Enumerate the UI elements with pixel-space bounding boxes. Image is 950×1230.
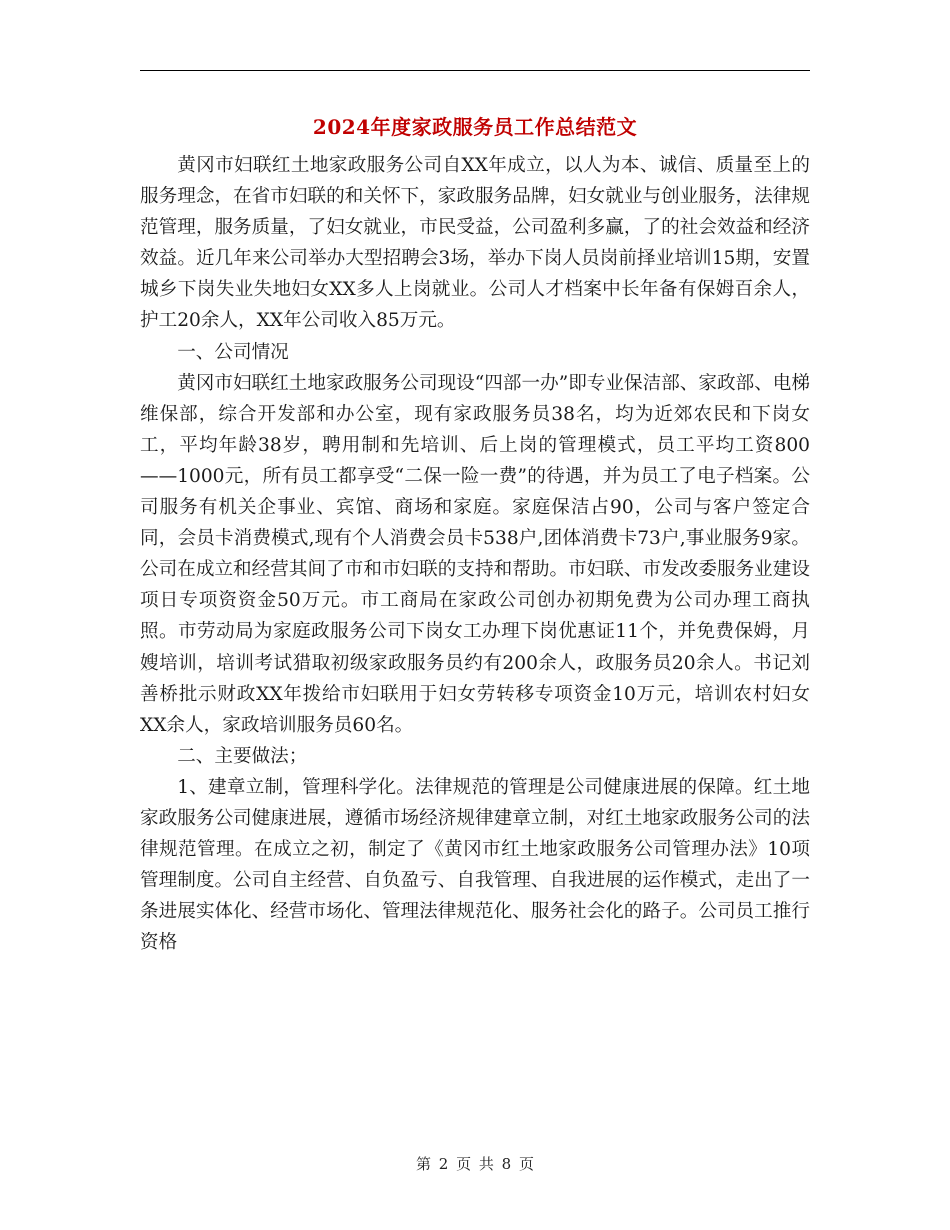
document-body	[140, 150, 810, 958]
paragraph-main-practices-1: 1、建章立制，管理科学化。法律规范的管理是公司健康进展的保障。红土地家政服务公司健康进展，遵循市场经济规律建章立制，对红土地家政服务公司的法律规范管理。在成立之初，制定了《黄冈市红土地家政服务公司管理办法》10项管理制度。公司自主经营、自负盈亏、自我管理、自我进展的运作模式，走出了一条进展实体化、经营市场化、管理法律规范化、服务社会化的路子。公司员工推行资格	[140, 776, 810, 954]
section-heading-main-practices: 二、主要做法；	[177, 745, 308, 767]
page-number-footer: 第 2 页 共 8 页	[416, 1155, 534, 1173]
document-title: 2024年度家政服务员工作总结范文	[312, 115, 638, 139]
header-rule	[140, 70, 810, 71]
paragraph-intro: 黄冈市妇联红土地家政服务公司自XX年成立，以人为本、诚信、质量至上的服务理念，在省市妇联的和关怀下，家政服务品牌，妇女就业与创业服务，法律规范管理，服务质量，了妇女就业，市民受益，公司盈利多赢，了的社会效益和经济效益。近几年来公司举办大型招聘会3场，举办下岗人员岗前择业培训15期，安置城乡下岗失业失地妇女XX多人上岗就业。公司人才档案中长年备有保姆百余人，护工20余人，XX年公司收入85万元。	[140, 155, 810, 332]
paragraph-company-overview: 黄冈市妇联红土地家政服务公司现设“四部一办”即专业保洁部、家政部、电梯维保部，综合开发部和办公室，现有家政服务员38名，均为近郊农民和下岗女工，平均年龄38岁，聘用制和先培训、后上岗的管理模式，员工平均工资800——1000元，所有员工都享受“二保一险一费”的待遇，并为员工了电子档案。公司服务有机关企事业、宾馆、商场和家庭。家庭保洁占90，公司与客户签定合同，会员卡消费模式,现有个人消费会员卡538户,团体消费卡73户,事业服务9家。公司在成立和经营其间了市和市妇联的支持和帮助。市妇联、市发改委服务业建设项日专项资资金50万元。市工商局在家政公司创办初期免费为公司办理工商执照。市劳动局为家庭政服务公司下岗女工办理下岗优惠证11个，并免费保姆，月嫂培训，培训考试猎取初级家政服务员约有200余人，政服务员20余人。书记刘善桥批示财政XX年拨给市妇联用于妇女劳转移专项资金10万元，培训农村妇女XX余人，家政培训服务员60名。	[140, 372, 810, 736]
section-heading-company-overview: 一、公司情况	[177, 341, 289, 363]
